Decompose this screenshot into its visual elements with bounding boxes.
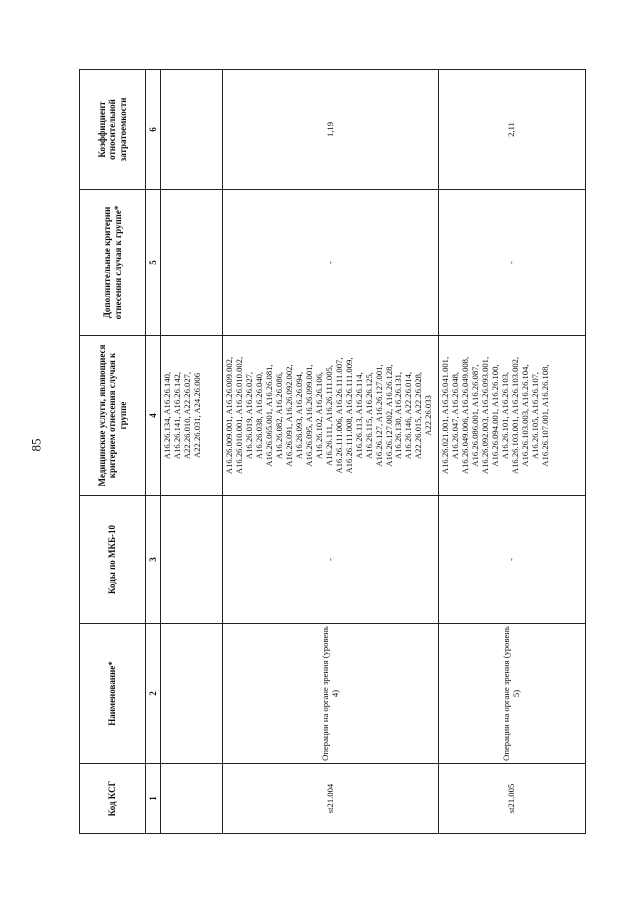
service-code-line: A16.26.146, A22.26.014, <box>403 371 414 460</box>
service-code-line: A22.26.015, A22.26.028, <box>413 371 424 460</box>
service-code-line: A16.26.111, A16.26.111.005, <box>323 365 334 466</box>
header-extra-criteria: Дополнительные критерии отнесения случая к группе* <box>80 190 146 336</box>
service-code-line: A22.26.031, A24.26.006 <box>191 373 202 458</box>
cell-coefficient <box>161 70 223 190</box>
service-code-line: A16.26.103.001, A16.26.103.002, <box>509 356 520 475</box>
cell-name <box>161 624 223 764</box>
ksg-table <box>79 69 586 834</box>
service-code-line: A16.26.093, A16.26.094, <box>293 371 304 460</box>
cell-extra: - <box>223 190 439 336</box>
cell-name: Операции на органе зрения (уровень 4) <box>223 624 439 764</box>
service-code-line: A16.26.019, A16.26.027, <box>243 371 254 460</box>
cell-mkb <box>161 496 223 624</box>
service-code-line: A16.26.065.001, A16.26.081, <box>263 364 274 467</box>
service-code-line: A16.26.095, A16.26.099.001, <box>303 364 314 467</box>
service-code-line: A22.26.010, A22.26.027, <box>181 371 192 460</box>
service-code-line: A16.26.115, A16.26.125, <box>363 372 374 459</box>
service-code-line: A16.26.009.001, A16.26.009.002, <box>224 356 234 475</box>
service-code-line: A16.26.092.003, A16.26.093.001, <box>479 356 490 475</box>
cell-extra <box>161 190 223 336</box>
column-number: 1 <box>146 764 161 834</box>
service-code-line: A16.26.127, A16.26.127.001, <box>373 364 384 467</box>
cell-coefficient: 2,11 <box>439 70 586 190</box>
column-number: 3 <box>146 496 161 624</box>
service-code-line: A16.26.101, A16.26.103, <box>499 371 510 460</box>
service-code-line: A16.26.082, A16.26.086, <box>273 371 284 460</box>
column-number: 6 <box>146 70 161 190</box>
column-number: 2 <box>146 624 161 764</box>
tariff-table-rotated <box>79 70 584 834</box>
service-code-line: A16.26.086.001, A16.26.087, <box>469 364 480 467</box>
table-row-continued <box>161 70 223 834</box>
table-row <box>223 70 439 834</box>
service-code-line: A16.26.113, A16.26.114, <box>353 372 364 459</box>
service-code-line: A16.26.049.006, A16.26.049.008, <box>459 356 470 475</box>
service-code-line: A16.26.130, A16.26.131, <box>393 371 404 460</box>
page-number: 85 <box>28 438 44 452</box>
service-code-line: A16.26.111.006, A16.26.111.007, <box>333 357 344 474</box>
cell-coefficient: 1,19 <box>223 70 439 190</box>
cell-services <box>439 336 586 496</box>
service-code-line: A16.26.091, A16.26.092.002, <box>283 364 294 467</box>
header-mkb-codes: Коды по МКБ-10 <box>80 496 146 624</box>
service-code-line: A16.26.107.001, A16.26.108, <box>539 364 550 467</box>
service-code-line: A22.26.033 <box>423 395 434 436</box>
service-code-line: A16.26.127.002, A16.26.128, <box>383 364 394 467</box>
cell-code: st21.005 <box>439 764 586 834</box>
column-number-row <box>146 70 161 834</box>
cell-code <box>161 764 223 834</box>
service-code-line: A16.26.105, A16.26.107, <box>529 371 540 460</box>
table-header-row <box>80 70 146 834</box>
column-number: 5 <box>146 190 161 336</box>
cell-mkb: - <box>439 496 586 624</box>
cell-code: st21.004 <box>223 764 439 834</box>
cell-services <box>161 336 223 496</box>
service-code-line: A16.26.111.008, A16.26.111.009, <box>343 357 354 474</box>
cell-name: Операции на органе зрения (уровень 5) <box>439 624 586 764</box>
service-code-line: A16.26.038, A16.26.040, <box>253 371 264 460</box>
service-code-line: A16.26.094.001, A16.26.100, <box>489 364 500 467</box>
service-code-line: A16.26.021.001, A16.26.041.001, <box>440 356 450 475</box>
header-ksg-code: Код КСГ <box>80 764 146 834</box>
header-coefficient: Коэффициент относительной затратоемкости <box>80 70 146 190</box>
service-code-line: A16.26.103.003, A16.26.104, <box>519 364 530 467</box>
cell-mkb: - <box>223 496 439 624</box>
table-row <box>439 70 586 834</box>
header-name: Наименование* <box>80 624 146 764</box>
service-code-line: A16.26.134, A16.26.140, <box>162 371 172 460</box>
service-code-line: A16.26.102, A16.26.106, <box>313 371 324 460</box>
header-services: Медицинские услуги, являющиеся критерием отнесения случая к группе <box>80 336 146 496</box>
cell-extra: - <box>439 190 586 336</box>
service-code-line: A16.26.047, A16.26.048, <box>449 371 460 460</box>
cell-services <box>223 336 439 496</box>
service-code-line: A16.26.141, A16.26.142, <box>171 371 182 460</box>
service-code-line: A16.26.010.001, A16.26.010.002, <box>233 356 244 475</box>
column-number: 4 <box>146 336 161 496</box>
